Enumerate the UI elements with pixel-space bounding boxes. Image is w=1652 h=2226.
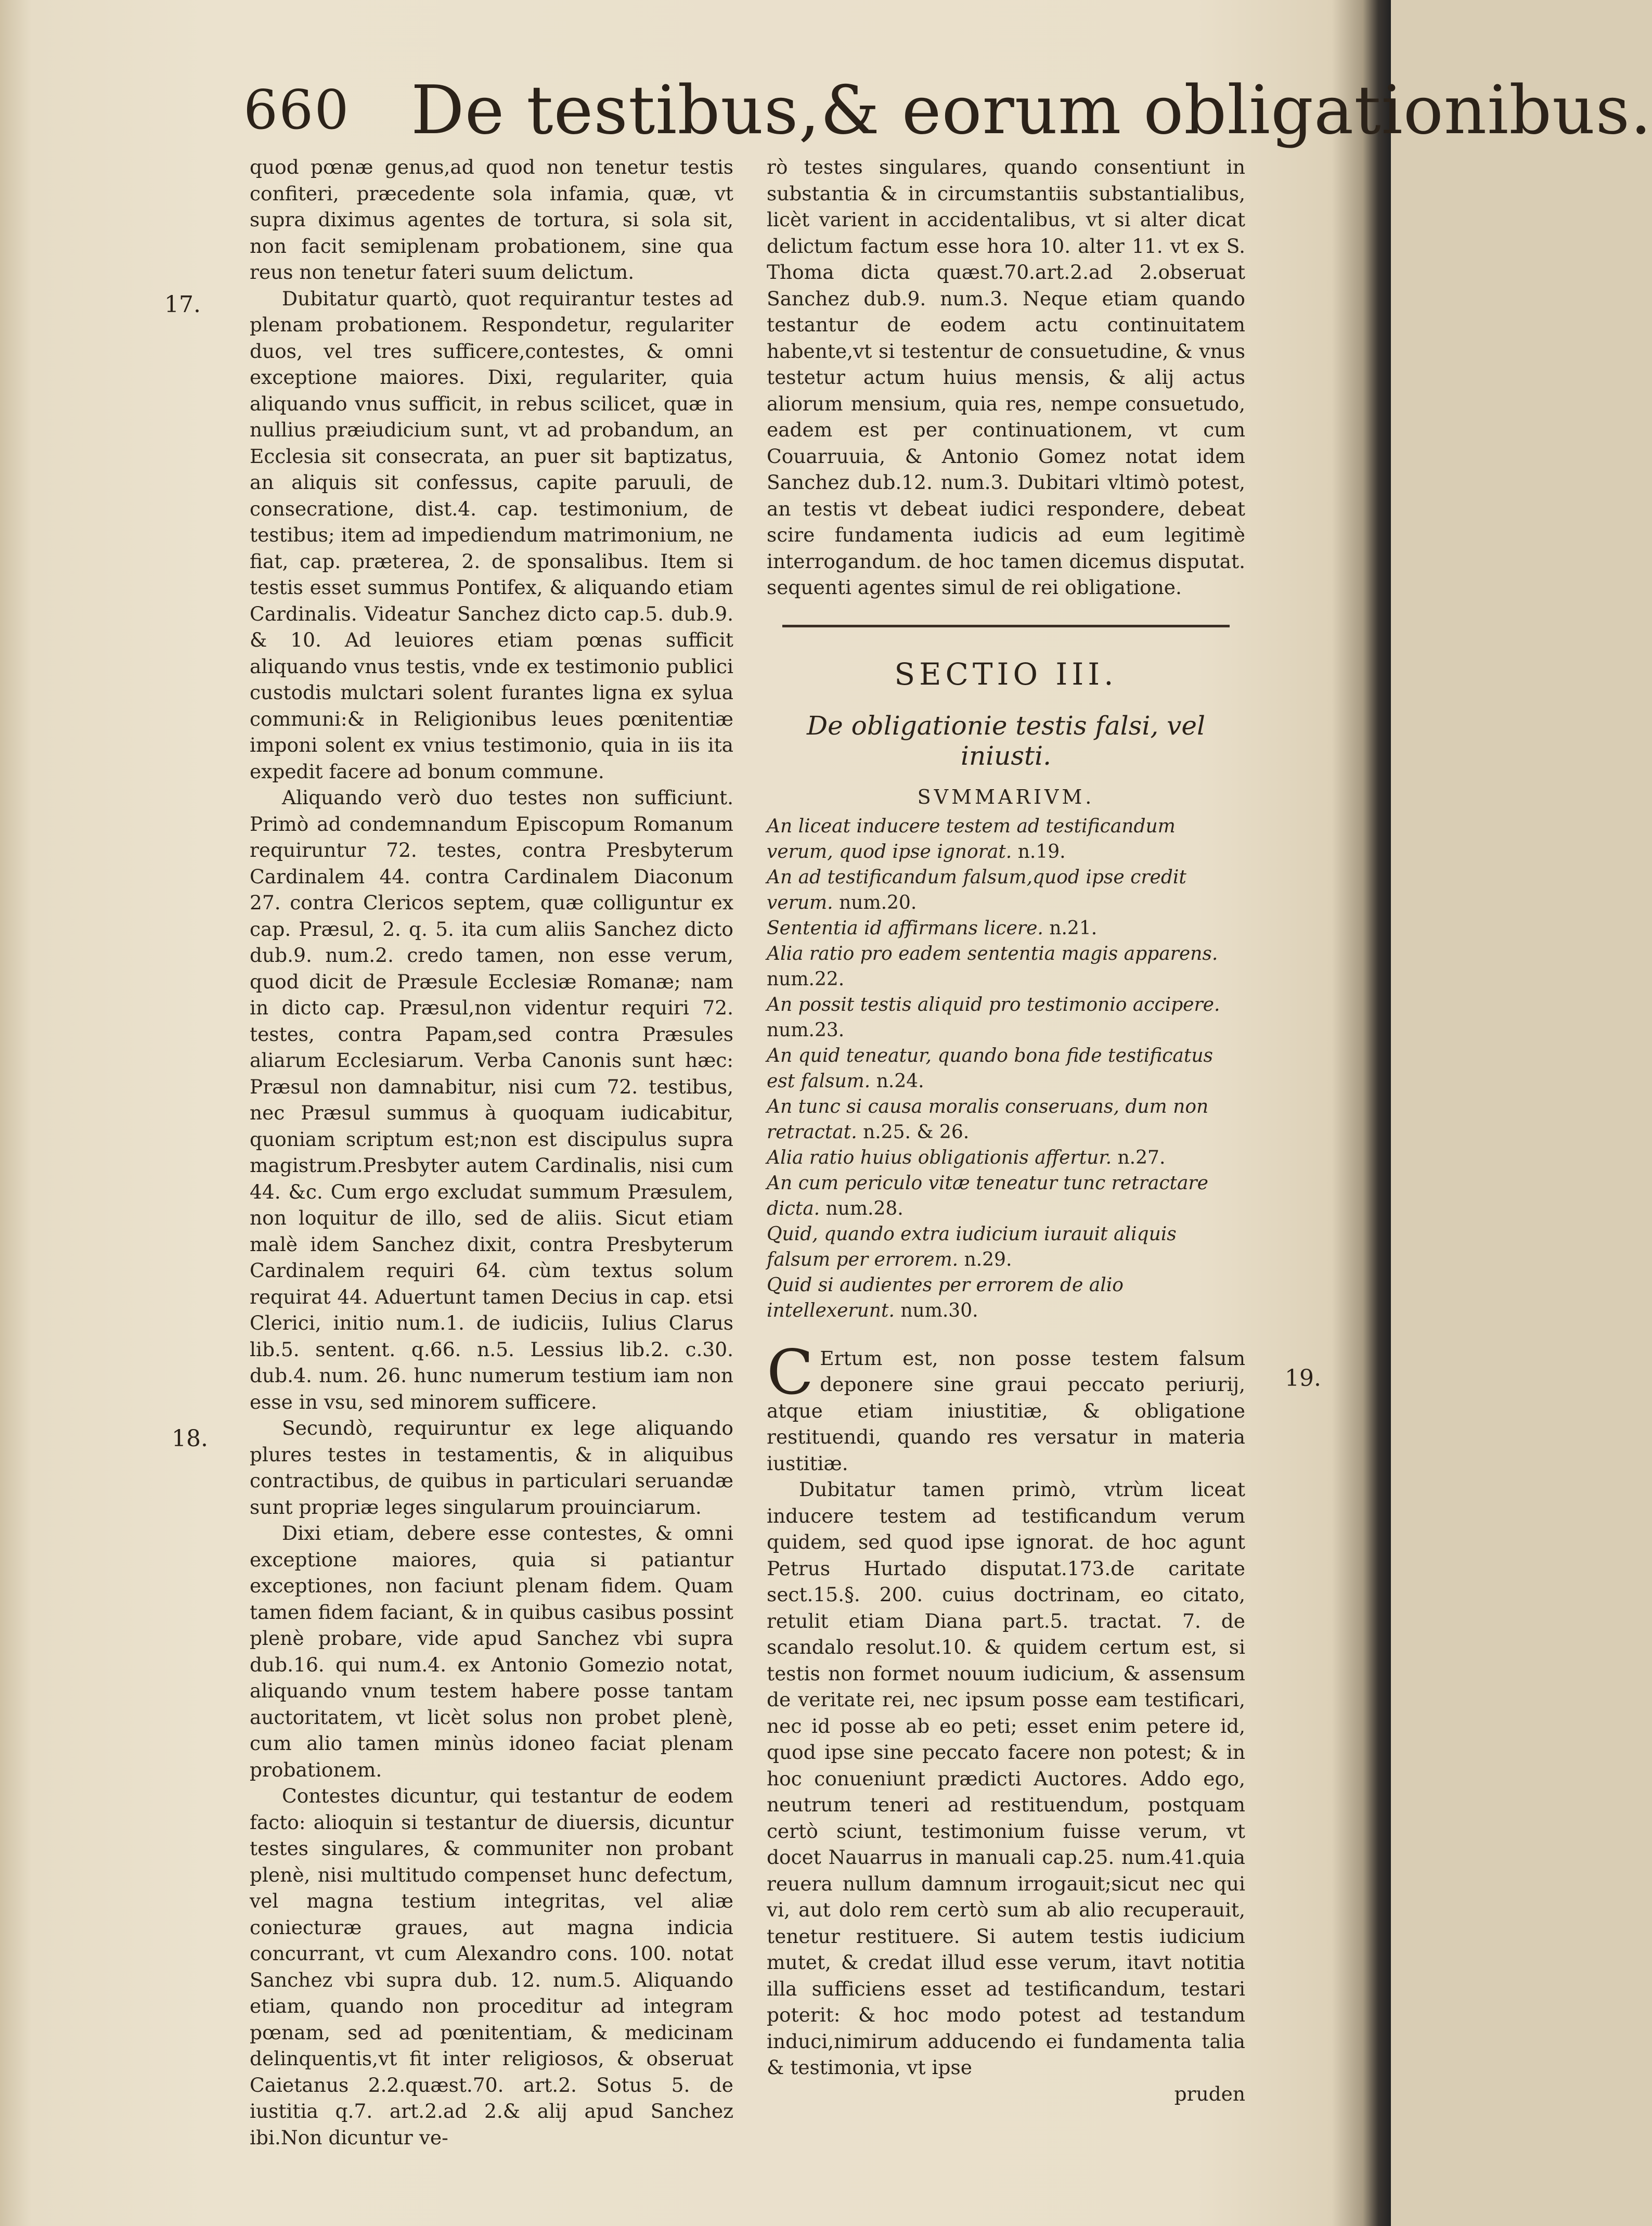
paragraph: quod pœnæ genus,ad quod non tenetur testis confiteri, præcedente sola infamia, quæ, vt supra diximus agentes de tortura, si sola sit, non facit semiplenam probationem, sine qua reus non tenetur fateri suum delictum. (250, 156, 733, 284)
catchword: pruden (1174, 2082, 1245, 2105)
section-divider (782, 625, 1230, 627)
summary-item: An ad testificandum falsum,quod ipse credit verum. num.20. (767, 866, 1186, 913)
paragraph: Dixi etiam, debere esse contestes, & omni exceptione maiores, quia si patiantur exceptiones, non faciunt plenam fidem. Quam tamen fidem faciant, & in quibus casibus possint plenè probare, vide apud Sanchez vbi supra dub.16. qui num.4. ex Antonio Gomezio notat, aliquando vnum testem habere posse tantam auctoritatem, vt licèt solus non probet plenè, cum alio tamen minùs idoneo faciat plenam probationem. (250, 1522, 733, 1781)
summary-item: An tunc si causa moralis conseruans, dum non retractat. n.25. & 26. (767, 1096, 1209, 1143)
summary-item: Quid, quando extra iudicium iurauit aliquis falsum per errorem. n.29. (767, 1223, 1177, 1270)
folio-number: 660 (243, 78, 350, 141)
drop-capital: C (767, 1336, 814, 1408)
section-title: De obligationie testis falsi, vel iniusti. (807, 710, 1205, 771)
summary-item: Quid si audientes per errorem de alio intellexerunt. num.30. (767, 1274, 1124, 1321)
paragraph: Dubitatur tamen primò, vtrùm liceat inducere testem ad testificandum verum quidem, sed quod ipse ignorat. de hoc agunt Petrus Hurtado disputat.173.de caritate sect.15.§. 200. cuius doctrinam, eo citato, retulit etiam Diana part.5. tractat. 7. de scandalo resolut.10. & quidem certum est, si testis non formet nouum iudicium, & assensum de veritate rei, nec ipsum posse eam testificari, nec id posse ab eo peti; esset enim petere id, quod ipse sine peccato facere non potest; & in hoc conueniunt prædicti Auctores. Addo ego, neutrum teneri ad restituendum, postquam certò sciunt, testimonium fuisse verum, vt docet Nauarrus in manuali cap.25. num.41.quia reuera nullum damnum irrogauit;sicut nec qui vi, aut dolo rem certò sum ab alio recuperauit, tenetur restituere. Si autem testis iudicium mutet, & credat illud esse verum, itavt notitia illa sufficiens esset ad testificandum, testari poterit: & hoc modo potest ad testandum induci,nimirum adducendo ei fundamenta talia & testimonia, vt ipse (767, 1478, 1245, 2079)
paragraph: Secundò, requiruntur ex lege aliquando plures testes in testamentis, & in aliquibus contractibus, de quibus in particulari seruandæ sunt propriæ leges singularum prouinciarum. (250, 1417, 733, 1519)
section-heading: SECTIO III. (894, 656, 1118, 692)
paragraph: Contestes dicuntur, qui testantur de eodem facto: alioquin si testantur de diuersis, dicuntur testes singulares, & communiter non probant plenè, nisi multitudo compenset hunc defectum, vel magna testium integritas, vel aliæ coniecturæ graues, aut magna indicia concurrant, vt cum Alexandro cons. 100. notat Sanchez vbi supra dub. 12. num.5. Aliquando etiam, quando non proceditur ad integram pœnam, sed ad pœnitentiam, & medicinam delinquentis,vt fit inter religiosos, & obseruat Caietanus 2.2.quæst.70. art.2. Sotus 5. de iustitia q.7. art.2.ad 2.& alij apud Sanchez ibi.Non dicuntur ve- (250, 1784, 733, 2149)
summary-item: An cum periculo vitæ teneatur tunc retractare dicta. num.28. (767, 1172, 1208, 1219)
summarium-heading: SVMMARIVM. (917, 785, 1095, 808)
paragraph: rò testes singulares, quando consentiunt in substantia & in circumstantiis substantialibus, licèt varient in accidentalibus, vt si alter dicat delictum factum esse hora 10. alter 11. vt ex S. Thoma dicta quæst.70.art.2.ad 2.obseruat Sanchez dub.9. num.3. Neque etiam quando testantur de eodem actu continuitatem habente,vt si testentur de consuetudine, & vnus testetur actum huius mensis, & alij actus aliorum mensium, quia res, nempe consuetudo, eadem est per continuationem, vt cum Couarruuia, & Antonio Gomez notat idem Sanchez dub.12. num.3. Dubitari vltimò potest, an testis vt debeat iudici respondere, debeat scire fundamenta iudicis ad eum legitimè interrogandum. de hoc tamen dicemus disputat. sequenti agentes simul de rei obligatione. (767, 156, 1245, 599)
summary-item: An liceat inducere testem ad testificandum verum, quod ipse ignorat. n.19. (767, 815, 1176, 863)
paragraph: Ertum est, non posse testem falsum deponere sine graui peccato periurij, atque etiam iniustitiæ, & obligatione restituendi, quando res versatur in materia iustitiæ. (767, 1346, 1245, 1475)
section-body (767, 1336, 1245, 2107)
left-column (250, 154, 733, 2151)
margin-note-17: 17. (164, 291, 201, 318)
paragraph: Dubitatur quartò, quot requirantur testes ad plenam probationem. Respondetur, regulariter duos, vel tres sufficere,contestes, & omni exceptione maiores. Dixi, regulariter, quia aliquando vnus sufficit, in rebus scilicet, quæ in nullius præiudicium sunt, vt ad probandum, an Ecclesia sit consecrata, an puer sit baptizatus, an aliquis sit confessus, capite paruuli, de consecratione, dist.4. cap. testimonium, de testibus; item ad impediendum matrimonium, ne fiat, cap. præterea, 2. de sponsalibus. Item si testis esset summus Pontifex, & aliquando etiam Cardinalis. Videatur Sanchez dicto cap.5. dub.9. & 10. Ad leuiores etiam pœnas sufficit aliquando vnus testis, vnde ex testimonio publici custodis mulctari solent furantes ligna ex sylua communi:& in Religionibus leues pœnitentiæ imponi solent ex vnius testimonio, quia in iis ita expedit facere ad bonum commune. (250, 287, 733, 783)
summary-item: Sententia id affirmans licere. n.21. (767, 917, 1098, 939)
summary-item: An quid teneatur, quando bona fide testificatus est falsum. n.24. (767, 1045, 1214, 1092)
paragraph: Aliquando verò duo testes non sufficiunt. Primò ad condemnandum Episcopum Romanum requiruntur 72. testes, contra Presbyterum Cardinalem 44. contra Cardinalem Diaconum 27. contra Clericos septem, quæ colliguntur ex cap. Præsul, 2. q. 5. ita cum aliis Sanchez dicto dub.9. num.2. credo tamen, non esse verum, quod dicit de Præsule Ecclesiæ Romanæ; nam in dicto cap. Præsul,non videntur requiri 72. testes, contra Papam,sed contra Præsules aliarum Ecclesiarum. Verba Canonis sunt hæc: Præsul non damnabitur, nisi cum 72. testibus, nec Præsul summus à quoquam iudicabitur, quoniam scriptum est;non est discipulus supra magistrum.Presbyter autem Cardinalis, nisi cum 44. &c. Cum ergo excludat summum Præsulem, non loquitur de illo, sed de aliis. Sicut etiam malè idem Sanchez dixit, contra Presbyterum Cardinalem requiri 64. cùm textus solum requirat 44. Aduertunt tamen Decius in cap. etsi Clerici, initio num.1. de iudiciis, Iulius Clarus lib.5. sentent. q.66. n.5. Lessius lib.2. c.30. dub.4. num. 26. hunc numerum testium iam non esse in vsu, sed minorem sufficere. (250, 786, 733, 1413)
summary-item: Alia ratio pro eadem sententia magis apparens. num.22. (767, 943, 1218, 990)
page-header (243, 68, 1652, 156)
margin-note-18: 18. (172, 1425, 208, 1452)
summary-item: Alia ratio huius obligationis affertur. n.27. (767, 1147, 1166, 1168)
right-column (767, 154, 1245, 2107)
margin-note-19: 19. (1285, 1365, 1321, 1392)
running-title: De testibus,& eorum obligationibus. (411, 72, 1652, 149)
summary-item: An possit testis aliquid pro testimonio accipere. num.23. (767, 994, 1220, 1041)
summary-list (767, 814, 1245, 1323)
